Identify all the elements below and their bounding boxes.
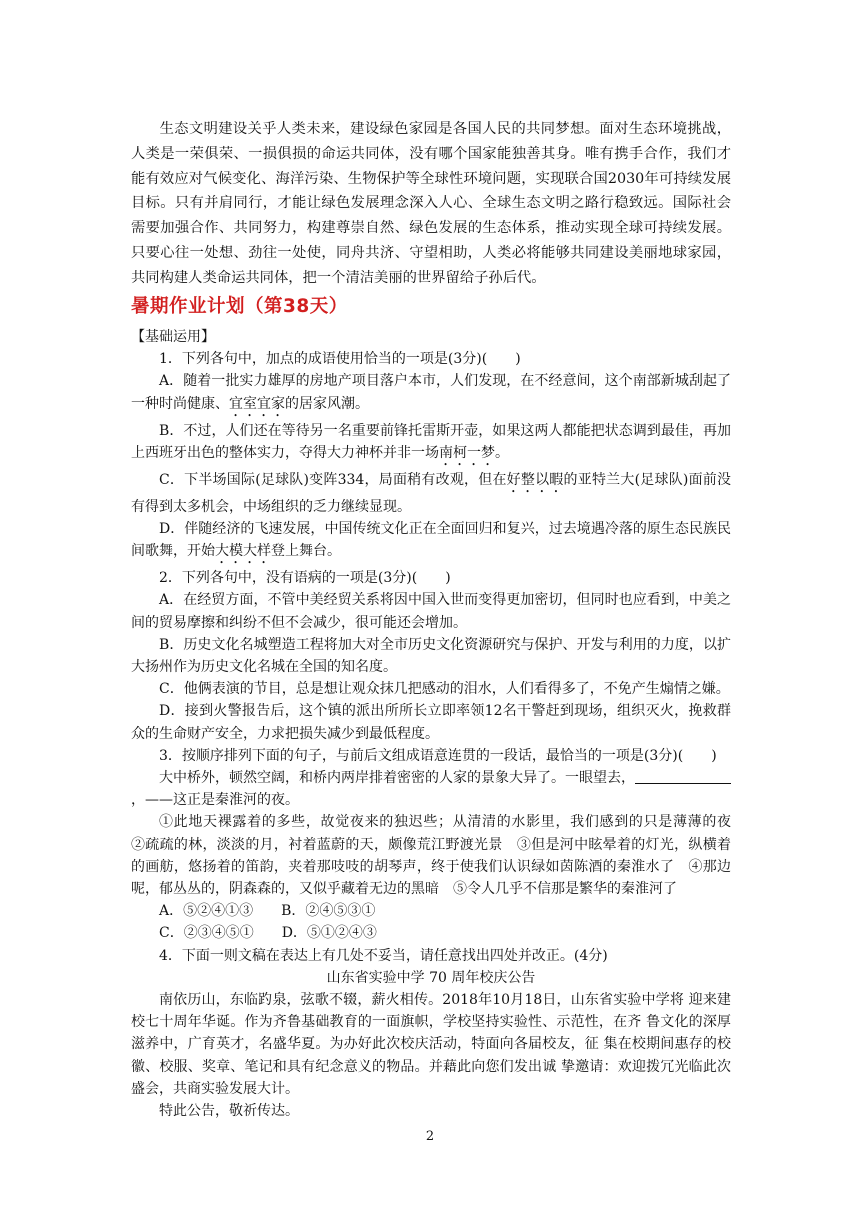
question-1-option-d: D．伴随经济的飞速发展，中国传统文化正在全面回归和复兴，过去境遇冷落的原生态民族民间歌舞，开始大模大样登上舞台。 — [131, 521, 731, 560]
intro-paragraph: 生态文明建设关乎人类未来，建设绿色家园是各国人民的共同梦想。面对生态环境挑战，人类是一荣俱荣、一损俱损的命运共同体，没有哪个国家能独善其身。唯有携手合作，我们才能有效应对气候变化、海洋污染、生物保护等全球性环境问题，实现联合国2030年可持续发展目标。只有并肩同行，才能让绿色发展理念深入人心、全球生态文明之路行稳致远。国际社会需要加强合作、共同努力，构建尊崇自然、绿色发展的生态体系，推动实现全球可持续发展。只要心往一处想、劲往一处使，同舟共济、守望相助，人类必将能够共同建设美丽地球家园，共同构建人类命运共同体，把一个清洁美丽的世界留给子孙后代。 — [131, 121, 731, 286]
section-heading: 【基础运用】 — [131, 329, 215, 345]
question-3-options-cd: C．②③④⑤① D．⑤①②④③ — [159, 925, 377, 942]
question-3-stem: 3．按顺序排列下面的句子，与前后文组成语意连贯的一段话，最恰当的一项是(3分)( ) — [159, 747, 717, 764]
section-title: 暑期作业计划（第38天） — [131, 296, 348, 317]
question-1-option-b: B．不过，人们还在等待另一名重要前锋托雷斯开壶，如果这两人都能把状态调到最佳，再加上西班牙出色的整体实力，夺得大力神杯并非一场南柯一梦。 — [131, 422, 731, 461]
notice-title: 山东省实验中学 70 周年校庆公告 — [326, 969, 536, 986]
question-1-option-a: A．随着一批实力雄厚的房地产项目落户本市，人们发现，在不经意间，这个南部新城刮起了一种时尚健康、宜室宜家的居家风潮。 — [131, 373, 731, 412]
question-3-sentences: ①此地天裸露着的多些，故觉夜来的独迟些；从清清的水影里，我们感到的只是薄薄的夜 ②疏疏的林，淡淡的月，衬着蓝蔚的天，颇像荒江野渡光景 ③但是河中眩晕着的灯光，纵横着的画舫，悠扬着的笛韵，夹着那吱吱的胡琴声，终于使我们认识绿如茵陈酒的秦淮水了 ④那边呢，郁丛丛的，阴森森的，又似乎藏着无边的黑暗 ⑤令人几乎不信那是繁华的秦淮河了 — [131, 814, 745, 898]
exercise-content — [131, 326, 745, 1122]
question-1-stem: 1．下列各句中，加点的成语使用恰当的一项是(3分)( ) — [159, 351, 521, 368]
answer-blank — [635, 769, 731, 784]
question-1-option-c: C．下半场国际(足球队)变阵334，局面稍有改观，但在好整以暇的亚特兰大(足球队)面前没有得到太多机会，中场组织的乏力继续显现。 — [131, 471, 732, 515]
notice-closing: 特此公告，敬祈传达。 — [159, 1103, 299, 1120]
question-2-option-d: D．接到火警报告后，这个镇的派出所所长立即率领12名干警赶到现场，组织灭火，挽救群众的生命财产安全，力求把损失减少到最低程度。 — [131, 703, 731, 742]
question-2-stem: 2．下列各句中，没有语病的一项是(3分)( ) — [159, 570, 451, 587]
question-4-stem: 4．下面一则文稿在表达上有几处不妥当，请任意找出四处并改正。(4分) — [159, 947, 608, 964]
question-2-option-c: C．他俩表演的节目，总是想让观众抹几把感动的泪水，人们看得多了，不免产生煽情之嫌。 — [159, 681, 730, 698]
question-3-options-ab: A．⑤②④①③ B．②④⑤③① — [159, 903, 376, 920]
question-3-passage: 大中桥外，顿然空阔，和桥内两岸排着密密的人家的景象大异了。一眼望去，，——这正是秦淮河的夜。 — [131, 767, 731, 811]
page-number: 2 — [425, 1129, 435, 1144]
notice-body: 南依历山，东临趵泉，弦歌不辍，薪火相传。2018年10月18日，山东省实验中学将 迎来建校七十周年华诞。作为齐鲁基础教育的一面旗帜，学校坚持实验性、示范性，在齐 鲁文化的深厚滋养中，广育英才，名盛华夏。为办好此次校庆活动，特面向各届校友，征 集在校期间惠存的校徽、校服、奖章、笔记和具有纪念意义的物品。并藉此向您们发出诚 挚邀请：欢迎拨冗光临此次盛会，共商实验发展大计。 — [131, 992, 731, 1097]
question-2-option-b: B．历史文化名城塑造工程将加大对全市历史文化资源研究与保护、开发与利用的力度，以扩大扬州作为历史文化名城在全国的知名度。 — [131, 636, 731, 676]
question-2-option-a: A．在经贸方面，不管中美经贸关系将因中国入世而变得更加密切，但同时也应看到，中美之间的贸易摩擦和纠纷不但不会减少，很可能还会增加。 — [131, 592, 731, 631]
